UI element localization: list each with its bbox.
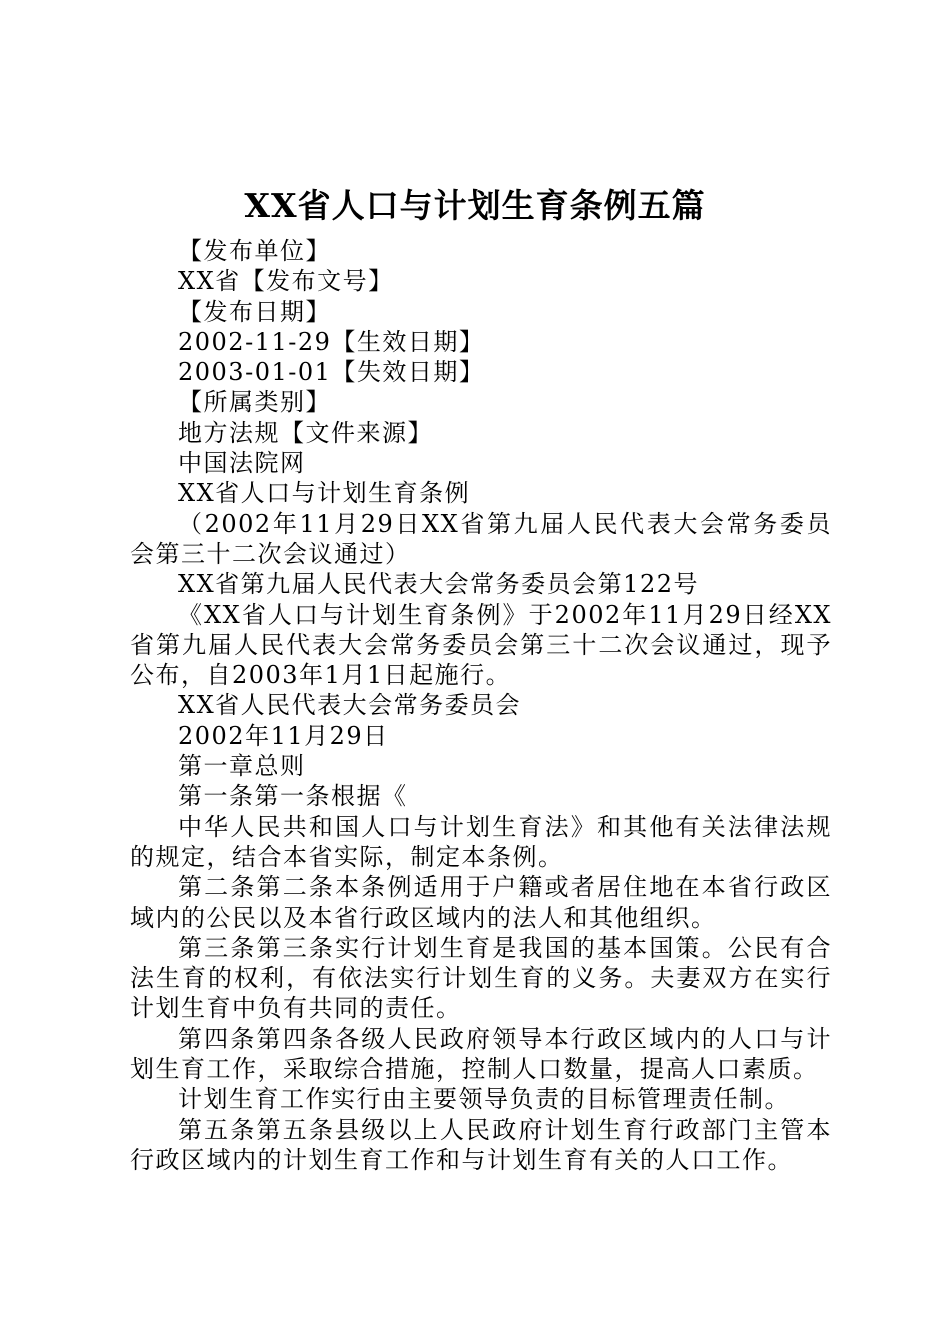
- paragraph-province-doc-number: XX省【发布文号】: [178, 267, 394, 296]
- paragraph-effective-date: 2003-01-01【失效日期】: [178, 358, 485, 387]
- paragraph-regulation-name: XX省人口与计划生育条例: [178, 479, 471, 508]
- paragraph-committee: XX省人民代表大会常务委员会: [178, 691, 522, 720]
- paragraph-article-2: 第二条第二条本条例适用于户籍或者居住地在本省行政区域内的公民以及本省行政区域内的法人和其他组织。: [130, 873, 832, 932]
- paragraph-issue-date: 2002-11-29【生效日期】: [178, 327, 485, 356]
- paragraph-issue-date-label: 【发布日期】: [178, 297, 331, 326]
- paragraph-issuer: 【发布单位】: [178, 237, 331, 265]
- paragraph-committee-date: 2002年11月29日: [178, 721, 389, 750]
- paragraph-adoption-note: （2002年11月29日XX省第九届人民代表大会常务委员会第三十二次会议通过）: [130, 509, 832, 568]
- paragraph-article-1-start: 第一条第一条根据《: [178, 782, 408, 811]
- paragraph-source: 中国法院网: [178, 449, 306, 478]
- paragraph-article-4: 第四条第四条各级人民政府领导本行政区域内的人口与计划生育工作，采取综合措施，控制人口数量，提高人口素质。: [130, 1024, 832, 1084]
- paragraph-chapter-1: 第一章总则: [178, 752, 306, 781]
- paragraph-article-3: 第三条第三条实行计划生育是我国的基本国策。公民有合法生育的权利，有依法实行计划生育的义务。夫妻双方在实行计划生育中负有共同的责任。: [130, 933, 832, 1023]
- paragraph-category-label: 【所属类别】: [178, 388, 331, 417]
- document-body: [130, 236, 832, 1175]
- document-title: XX省人口与计划生育条例五篇: [244, 186, 706, 225]
- paragraph-announcement: 《XX省人口与计划生育条例》于2002年11月29日经XX省第九届人民代表大会常务委员会第三十二次会议通过，现予公布，自2003年1月1日起施行。: [130, 600, 832, 690]
- paragraph-article-4-cont: 计划生育工作实行由主要领导负责的目标管理责任制。: [178, 1085, 790, 1114]
- paragraph-article-5: 第五条第五条县级以上人民政府计划生育行政部门主管本行政区域内的计划生育工作和与计划生育有关的人口工作。: [130, 1115, 832, 1174]
- paragraph-article-1: 中华人民共和国人口与计划生育法》和其他有关法律法规的规定，结合本省实际，制定本条例。: [130, 812, 832, 871]
- paragraph-category: 地方法规【文件来源】: [178, 418, 433, 447]
- paragraph-announcement-number: XX省第九届人民代表大会常务委员会第122号: [178, 570, 699, 599]
